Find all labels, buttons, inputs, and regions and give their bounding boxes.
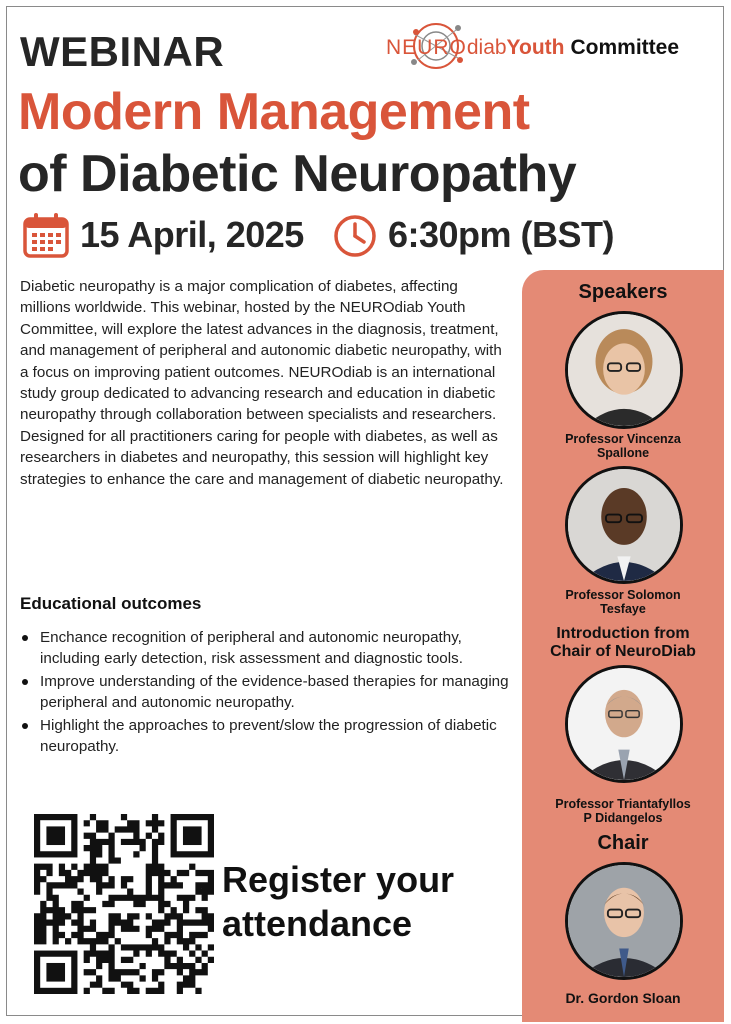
speaker-2-name-line-1: Professor Solomon [565,588,681,602]
description-paragraph: Diabetic neuropathy is a major complication of diabetes, affecting millions worldwide. This webinar, hosted by the NEUROdiab Youth Committee, will explore the latest advances in the diagnosis, treatment, and management of peripheral and autonomic diabetic neuropathy, with a focus on improving patient outcomes. NEUROdiab is an international study group dedicated to advancing research and education in diabetic neuropathy through collaboration between specialists and researchers. Designed for all practitioners caring for people with diabetes, as well as researchers in diabetes and neuropathy, this session will highlight key strategies to enhance the care and management of diabetic neuropathy. [20,278,504,488]
title-line-1: Modern Management [18,83,530,141]
registration-qr-code[interactable] [34,814,214,994]
intro-heading-line-2: Chair of NeuroDiab [550,643,696,660]
outcome-item: Improve understanding of the evidence-based therapies for managing peripheral and autonomic neuropathy. [20,671,512,714]
date-time-row [20,212,720,262]
qr-finder-square [34,951,77,994]
intro-speaker-name-line-1: Professor Triantafyllos [555,797,691,811]
chair-heading: Chair [597,832,649,854]
qr-code-pattern [34,814,214,994]
title-line-2: of Diabetic Neuropathy [18,145,577,203]
outcomes-heading: Educational outcomes [20,594,202,613]
person-portrait-icon [568,865,680,977]
outcomes-list [20,627,512,758]
person-portrait-icon [568,469,680,581]
speaker-2-photo [565,466,683,584]
speaker-2-name-line-2: Tesfaye [600,602,646,616]
intro-heading-line-1: Introduction from [556,625,690,642]
intro-speaker-name [522,797,724,825]
calendar-icon [22,212,70,258]
register-line-2: attendance [222,903,413,944]
speaker-1-name [522,432,724,460]
event-date: 15 April, 2025 [80,214,304,255]
logo-wordmark [386,36,679,60]
register-cta [222,858,512,946]
speaker-1-name-line-1: Professor Vincenza [565,432,681,446]
intro-speaker-name-line-2: P Didangelos [583,811,663,825]
speakers-heading: Speakers [578,281,668,303]
intro-speaker-photo [565,665,683,783]
neurodiab-logo [386,16,716,74]
qr-finder-square [171,814,214,857]
speaker-2-name [522,588,724,616]
qr-finder-square [34,814,77,857]
logo-diab: diab [466,36,507,59]
intro-heading [522,625,724,661]
speaker-1-name-line-2: Spallone [596,446,650,460]
person-portrait-icon [568,668,680,780]
chair-name: Dr. Gordon Sloan [565,990,681,1006]
event-time: 6:30pm (BST) [388,214,615,255]
logo-committee: Committee [570,36,680,59]
person-portrait-icon [568,314,680,426]
chair-photo [565,862,683,980]
webinar-label: WEBINAR [20,28,225,75]
clock-icon [332,213,378,259]
outcome-item: Highlight the approaches to prevent/slow the progression of diabetic neuropathy. [20,715,512,758]
outcome-item: Enchance recognition of peripheral and autonomic neuropathy, including early detection, risk assessment and diagnostic tools. [20,627,512,670]
logo-neuro: NEURO [386,36,467,59]
speaker-1-photo [565,311,683,429]
register-line-1: Register your [222,859,455,900]
logo-youth: Youth [506,36,565,59]
